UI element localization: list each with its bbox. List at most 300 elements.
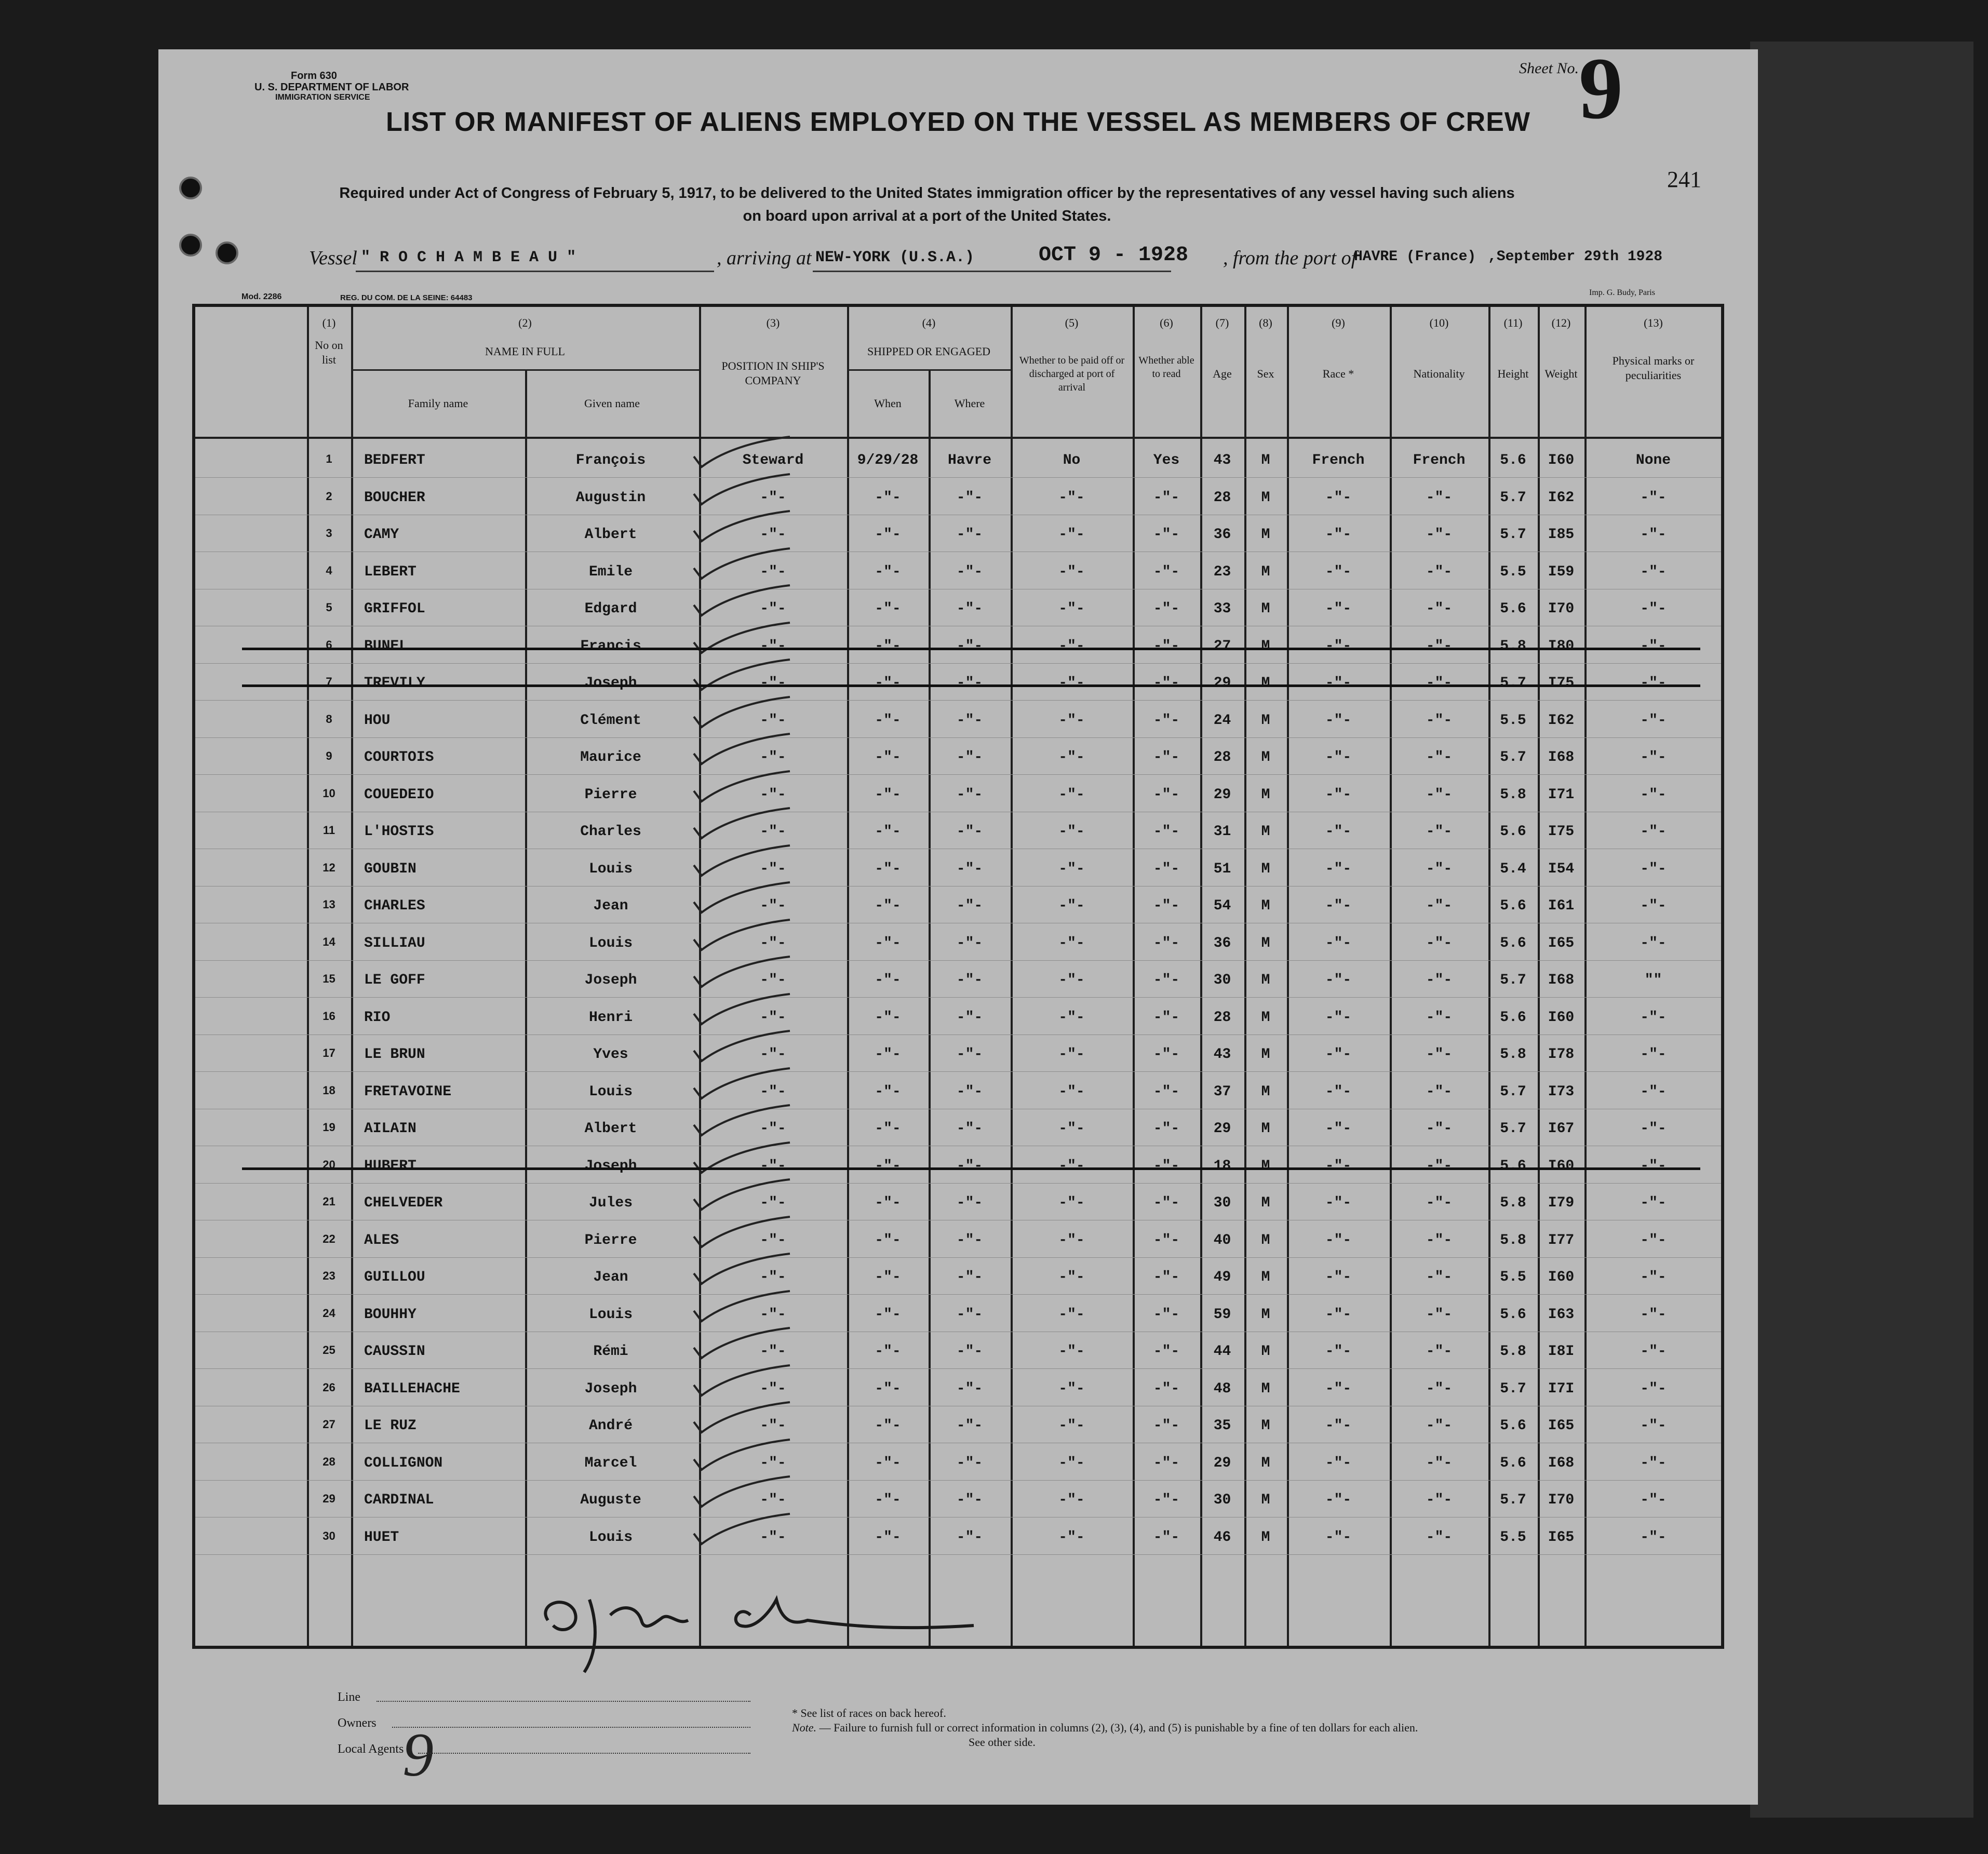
row-number: 15	[323, 972, 335, 985]
paid-off: -"-	[1058, 1344, 1085, 1360]
height: 5.5	[1500, 1529, 1526, 1546]
age: 27	[1213, 638, 1231, 654]
paid-off: -"-	[1058, 1121, 1085, 1137]
height: 5.6	[1500, 1418, 1526, 1434]
paid-off: -"-	[1058, 1529, 1085, 1546]
sex: M	[1261, 972, 1270, 988]
physical-marks: -"-	[1640, 935, 1667, 951]
able-to-read: -"-	[1153, 861, 1180, 877]
position: -"-	[760, 898, 786, 914]
sex: M	[1261, 489, 1270, 506]
age: 29	[1213, 1121, 1231, 1137]
age: 24	[1213, 712, 1231, 729]
physical-marks: -"-	[1640, 1455, 1667, 1471]
nationality-header: Nationality	[1413, 367, 1465, 380]
weight: I61	[1548, 898, 1575, 914]
table-row	[195, 1223, 1721, 1259]
paid-off: -"-	[1058, 1083, 1085, 1100]
paid-off: -"-	[1058, 824, 1085, 840]
shipped-when: -"-	[875, 749, 901, 765]
table-row	[195, 1111, 1721, 1148]
position: Steward	[742, 452, 804, 468]
row-number: 3	[326, 527, 332, 540]
col2-header: NAME IN FULL	[485, 345, 565, 358]
shipped-where: -"-	[956, 1232, 983, 1248]
shipped-where: -"-	[956, 861, 983, 877]
height: 5.7	[1500, 1380, 1526, 1397]
position: -"-	[760, 712, 786, 729]
shipped-where: -"-	[956, 601, 983, 617]
weight: I60	[1548, 1158, 1575, 1174]
given-name: Louis	[588, 935, 633, 951]
position: -"-	[760, 527, 786, 543]
age: 35	[1213, 1418, 1231, 1434]
family-name: GRIFFOL	[364, 601, 425, 617]
given-name: Jean	[593, 1269, 628, 1285]
nationality: -"-	[1426, 1492, 1453, 1508]
family-name: CHELVEDER	[364, 1195, 443, 1211]
physical-marks: -"-	[1640, 563, 1667, 580]
able-to-read: -"-	[1153, 1046, 1180, 1063]
departure-port: HAVRE (France)	[1354, 249, 1476, 265]
nationality: -"-	[1426, 638, 1453, 654]
family-name: HUBERT	[364, 1158, 417, 1174]
shipped-where: -"-	[956, 972, 983, 988]
table-row	[195, 1334, 1721, 1371]
age: 30	[1213, 1492, 1231, 1508]
row-number: 18	[323, 1083, 335, 1097]
physical-marks: ""	[1644, 972, 1662, 988]
row-rule	[195, 774, 1721, 775]
col1-header: No on list	[315, 339, 343, 366]
height: 5.8	[1500, 638, 1526, 654]
shipped-when: -"-	[875, 1529, 901, 1546]
sheet-number: 9	[1579, 49, 1623, 137]
position: -"-	[760, 972, 786, 988]
height: 5.6	[1500, 824, 1526, 840]
shipped-when: -"-	[875, 786, 901, 803]
nationality: -"-	[1426, 786, 1453, 803]
table-row	[195, 666, 1721, 702]
paid-off: -"-	[1058, 898, 1085, 914]
weight: I68	[1548, 749, 1575, 765]
sex: M	[1261, 824, 1270, 840]
row-number: 11	[323, 824, 335, 837]
shipped-when: -"-	[875, 1306, 901, 1323]
race: -"-	[1325, 1492, 1352, 1508]
table-row	[195, 814, 1721, 851]
family-name: BOUHHY	[364, 1306, 417, 1323]
row-number: 19	[323, 1121, 335, 1134]
nationality: -"-	[1426, 1009, 1453, 1026]
shipped-where: Havre	[947, 452, 991, 468]
strike-through-line	[242, 1167, 1700, 1170]
height: 5.6	[1500, 452, 1526, 468]
age: 44	[1213, 1344, 1231, 1360]
shipped-when: -"-	[875, 601, 901, 617]
requirement-line-1: Required under Act of Congress of February 5, 1917, to be delivered to the United States immigration officer by the representatives of any vessel having such aliens	[339, 185, 1515, 201]
position: -"-	[760, 638, 786, 654]
departure-date: ,September 29th 1928	[1488, 249, 1663, 265]
sex: M	[1261, 1158, 1270, 1174]
shipped-where: -"-	[956, 824, 983, 840]
note-label: Note.	[792, 1721, 817, 1734]
age: 59	[1213, 1306, 1231, 1323]
given-name: Albert	[584, 527, 637, 543]
sex: M	[1261, 861, 1270, 877]
header-subrule	[351, 369, 699, 371]
position: -"-	[760, 1306, 786, 1323]
able-to-read: -"-	[1153, 898, 1180, 914]
sex: M	[1261, 1418, 1270, 1434]
family-name: CAMY	[364, 527, 399, 543]
weight: I62	[1548, 712, 1575, 729]
age: 30	[1213, 972, 1231, 988]
table-row	[195, 740, 1721, 776]
given-name: Louis	[588, 1083, 633, 1100]
weight: I85	[1548, 527, 1575, 543]
given-name: Joseph	[584, 972, 637, 988]
family-name: COURTOIS	[364, 749, 434, 765]
physical-marks: -"-	[1640, 1046, 1667, 1063]
col1-number: (1)	[322, 316, 336, 329]
shipped-when: -"-	[875, 1492, 901, 1508]
sex: M	[1261, 1046, 1270, 1063]
local-agents-blank	[418, 1753, 750, 1754]
height: 5.6	[1500, 935, 1526, 951]
shipped-when: -"-	[875, 1195, 901, 1211]
family-name: BEDFERT	[364, 452, 425, 468]
given-name: Rémi	[593, 1344, 628, 1360]
col12-number: (12)	[1551, 316, 1571, 329]
paid-off: -"-	[1058, 1380, 1085, 1397]
line-blank	[377, 1701, 750, 1702]
shipped-where: -"-	[956, 786, 983, 803]
position: -"-	[760, 1455, 786, 1471]
nationality: -"-	[1426, 861, 1453, 877]
family-name: ALES	[364, 1232, 399, 1248]
arrival-date-stamp: OCT 9 - 1928	[1039, 244, 1189, 267]
shipped-when: -"-	[875, 638, 901, 654]
family-name: BAILLEHACHE	[364, 1380, 460, 1397]
physical-marks: -"-	[1640, 712, 1667, 729]
row-number: 9	[326, 749, 332, 762]
race: -"-	[1325, 1455, 1352, 1471]
height: 5.6	[1500, 1306, 1526, 1323]
shipped-where: -"-	[956, 638, 983, 654]
paid-off: -"-	[1058, 861, 1085, 877]
line-label: Line	[338, 1690, 360, 1704]
position: -"-	[760, 489, 786, 506]
nationality: -"-	[1426, 1046, 1453, 1063]
col4-number: (4)	[922, 316, 936, 329]
row-rule	[195, 1257, 1721, 1258]
sex: M	[1261, 563, 1270, 580]
race: -"-	[1325, 1046, 1352, 1063]
sex: M	[1261, 898, 1270, 914]
sex: M	[1261, 935, 1270, 951]
paid-off: No	[1063, 452, 1081, 468]
weight: I62	[1548, 489, 1575, 506]
shipped-when: -"-	[875, 1158, 901, 1174]
paid-off: -"-	[1058, 527, 1085, 543]
paid-off: -"-	[1058, 749, 1085, 765]
age: 46	[1213, 1529, 1231, 1546]
vessel-underline	[356, 271, 714, 272]
physical-marks: -"-	[1640, 1009, 1667, 1026]
height-header: Height	[1497, 367, 1529, 380]
given-name: Jean	[593, 898, 628, 914]
given-name: Maurice	[580, 749, 641, 765]
family-name: HOU	[364, 712, 391, 729]
shipped-when: -"-	[875, 1232, 901, 1248]
nationality: -"-	[1426, 1380, 1453, 1397]
row-number: 6	[326, 638, 332, 651]
nationality: -"-	[1426, 935, 1453, 951]
row-number: 14	[323, 935, 335, 948]
race: -"-	[1325, 935, 1352, 951]
department-name: U. S. DEPARTMENT OF LABOR	[254, 82, 409, 93]
race: -"-	[1325, 1269, 1352, 1285]
shipped-where: -"-	[956, 675, 983, 691]
given-name: Pierre	[584, 786, 637, 803]
row-number: 30	[323, 1529, 335, 1542]
physical-marks: -"-	[1640, 1380, 1667, 1397]
able-to-read: -"-	[1153, 1121, 1180, 1137]
race: -"-	[1325, 1232, 1352, 1248]
col6-number: (6)	[1160, 316, 1173, 329]
shipped-when: -"-	[875, 563, 901, 580]
position: -"-	[760, 861, 786, 877]
shipped-where: -"-	[956, 527, 983, 543]
family-name: CARDINAL	[364, 1492, 434, 1508]
race: -"-	[1325, 749, 1352, 765]
able-to-read: -"-	[1153, 1009, 1180, 1026]
able-to-read: -"-	[1153, 1269, 1180, 1285]
height: 5.5	[1500, 1269, 1526, 1285]
family-name: LE GOFF	[364, 972, 425, 988]
physical-marks: -"-	[1640, 861, 1667, 877]
table-row	[195, 703, 1721, 740]
age: 48	[1213, 1380, 1231, 1397]
physical-marks: None	[1635, 452, 1671, 468]
weight: I60	[1548, 452, 1575, 468]
able-to-read: -"-	[1153, 527, 1180, 543]
registry-label: REG. DU COM. DE LA SEINE: 64483	[340, 293, 473, 302]
row-rule	[195, 1480, 1721, 1481]
family-name: BOUCHER	[364, 489, 425, 506]
height: 5.6	[1500, 601, 1526, 617]
row-number: 7	[326, 675, 332, 688]
table-row	[195, 517, 1721, 554]
race: -"-	[1325, 1529, 1352, 1546]
family-name: SILLIAU	[364, 935, 425, 951]
height: 5.7	[1500, 1083, 1526, 1100]
shipped-when: -"-	[875, 1455, 901, 1471]
nationality: -"-	[1426, 898, 1453, 914]
given-name: Auguste	[580, 1492, 641, 1508]
given-name: Emile	[588, 563, 633, 580]
weight: I77	[1548, 1232, 1575, 1248]
see-other-side: See other side.	[969, 1736, 1036, 1749]
shipped-where: -"-	[956, 935, 983, 951]
given-name: Francis	[580, 638, 641, 654]
handwritten-sheet-mark: 9	[402, 1720, 434, 1789]
able-to-read: -"-	[1153, 972, 1180, 988]
table-row	[195, 1000, 1721, 1037]
weight: I80	[1548, 638, 1575, 654]
shipped-when: -"-	[875, 489, 901, 506]
family-name: FRETAVOINE	[364, 1083, 452, 1100]
family-name: LEBERT	[364, 563, 417, 580]
race: -"-	[1325, 1306, 1352, 1323]
age: 30	[1213, 1195, 1231, 1211]
col7-number: (7)	[1215, 316, 1229, 329]
age: 51	[1213, 861, 1231, 877]
paid-off: -"-	[1058, 1455, 1085, 1471]
row-rule	[195, 1368, 1721, 1369]
race: -"-	[1325, 786, 1352, 803]
physical-marks: -"-	[1640, 1306, 1667, 1323]
weight: I60	[1548, 1269, 1575, 1285]
nationality: -"-	[1426, 1529, 1453, 1546]
age: 29	[1213, 786, 1231, 803]
race: -"-	[1325, 1009, 1352, 1026]
paid-off: -"-	[1058, 1195, 1085, 1211]
given-name: Albert	[584, 1121, 637, 1137]
given-name: Henri	[588, 1009, 633, 1026]
table-row	[195, 555, 1721, 591]
paid-off: -"-	[1058, 935, 1085, 951]
sex: M	[1261, 1269, 1270, 1285]
physical-marks: -"-	[1640, 1232, 1667, 1248]
paid-off: -"-	[1058, 601, 1085, 617]
paid-off: -"-	[1058, 638, 1085, 654]
paid-off: -"-	[1058, 1158, 1085, 1174]
shipped-where: -"-	[956, 563, 983, 580]
row-number: 16	[323, 1009, 335, 1023]
row-rule	[195, 997, 1721, 998]
table-row	[195, 480, 1721, 517]
shipped-when: -"-	[875, 824, 901, 840]
age: 54	[1213, 898, 1231, 914]
position: -"-	[760, 935, 786, 951]
given-name: Pierre	[584, 1232, 637, 1248]
nationality: -"-	[1426, 1344, 1453, 1360]
able-to-read: -"-	[1153, 749, 1180, 765]
family-name: COUEDEIO	[364, 786, 434, 803]
race-note: * See list of races on back hereof.	[792, 1707, 946, 1719]
age: 33	[1213, 601, 1231, 617]
height: 5.6	[1500, 1158, 1526, 1174]
physical-marks: -"-	[1640, 675, 1667, 691]
table-row	[195, 592, 1721, 628]
crew-table	[192, 304, 1724, 1649]
family-name: CHARLES	[364, 898, 425, 914]
shipped-where: -"-	[956, 1306, 983, 1323]
weight: I71	[1548, 786, 1575, 803]
row-rule	[195, 700, 1721, 701]
height: 5.8	[1500, 1344, 1526, 1360]
nationality: -"-	[1426, 1455, 1453, 1471]
weight: I68	[1548, 972, 1575, 988]
family-name: TREVILY	[364, 675, 425, 691]
weight: I73	[1548, 1083, 1575, 1100]
nationality: -"-	[1426, 1121, 1453, 1137]
shipped-when: -"-	[875, 1418, 901, 1434]
sex: M	[1261, 749, 1270, 765]
age: 49	[1213, 1269, 1231, 1285]
table-row	[195, 1037, 1721, 1073]
given-name: André	[588, 1418, 633, 1434]
nationality: -"-	[1426, 527, 1453, 543]
height: 5.8	[1500, 1195, 1526, 1211]
row-rule	[195, 737, 1721, 738]
age: 43	[1213, 452, 1231, 468]
height: 5.6	[1500, 898, 1526, 914]
weight: I68	[1548, 1455, 1575, 1471]
height: 5.8	[1500, 1046, 1526, 1063]
able-to-read: -"-	[1153, 935, 1180, 951]
footer-notes	[792, 1706, 1758, 1750]
nationality: -"-	[1426, 601, 1453, 617]
table-row	[195, 852, 1721, 888]
row-rule	[195, 1183, 1721, 1184]
arrival-port: NEW-YORK (U.S.A.)	[815, 249, 975, 266]
strike-through-line	[242, 684, 1700, 687]
table-row	[195, 1372, 1721, 1408]
sheet-label: Sheet No.	[1519, 60, 1579, 77]
marks-header: Physical marks or peculiarities	[1612, 354, 1695, 382]
sex: M	[1261, 527, 1270, 543]
row-number: 12	[323, 861, 335, 874]
weight: I75	[1548, 824, 1575, 840]
age: 28	[1213, 1009, 1231, 1026]
nationality: -"-	[1426, 749, 1453, 765]
weight-header: Weight	[1544, 367, 1578, 380]
age: 36	[1213, 935, 1231, 951]
sex: M	[1261, 1195, 1270, 1211]
physical-marks: -"-	[1640, 1418, 1667, 1434]
sex: M	[1261, 1121, 1270, 1137]
position: -"-	[760, 1009, 786, 1026]
height: 5.8	[1500, 1232, 1526, 1248]
table-row	[195, 889, 1721, 925]
table-row	[195, 629, 1721, 665]
position: -"-	[760, 824, 786, 840]
race: -"-	[1325, 675, 1352, 691]
strike-through-line	[242, 648, 1700, 650]
age: 28	[1213, 489, 1231, 506]
nationality: -"-	[1426, 1418, 1453, 1434]
given-name: François	[575, 452, 646, 468]
page-number: 241	[1667, 167, 1701, 192]
table-row	[195, 1074, 1721, 1111]
height: 5.5	[1500, 712, 1526, 729]
row-number: 2	[326, 489, 332, 503]
able-to-read: -"-	[1153, 824, 1180, 840]
given-name-header: Given name	[584, 397, 640, 410]
where-header: Where	[954, 397, 985, 410]
sex: M	[1261, 1083, 1270, 1100]
header-subrule	[847, 369, 1011, 371]
arriving-label: , arriving at	[717, 247, 812, 269]
race: -"-	[1325, 1121, 1352, 1137]
able-to-read: -"-	[1153, 712, 1180, 729]
race: -"-	[1325, 712, 1352, 729]
position: -"-	[760, 675, 786, 691]
position: -"-	[760, 1195, 786, 1211]
